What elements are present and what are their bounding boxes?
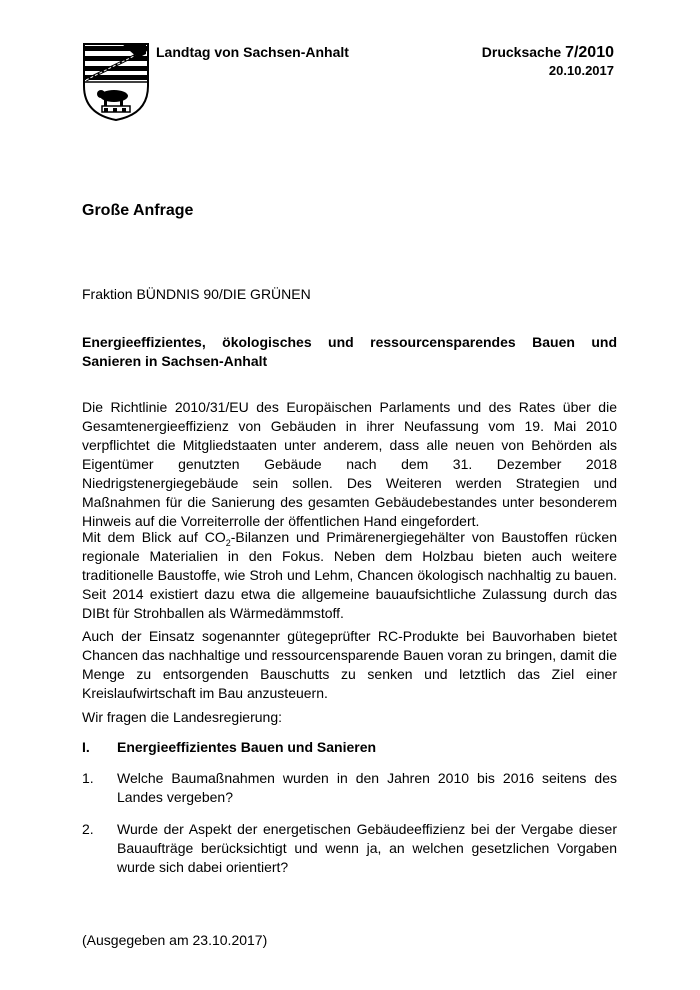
paragraph-materials-rest: -Bilanzen und Primärenergiegehälter von Baustoffen rücken regionale Materialien in den Fokus. Neben dem Holzbau bieten auch weitere traditionelle Baustoffe, wie Stroh und Lehm, Chancen ökologisch nachhaltig zu bauen. Seit 2014 existiert dazu etwa die allgemeine bauaufsichtliche Zulassung durch das DIBt für Strohballen als Wärmedämmstoff. — [82, 529, 617, 621]
faction: Fraktion BÜNDNIS 90/DIE GRÜNEN — [82, 286, 311, 302]
drucksache-label-text: Drucksache — [481, 44, 562, 60]
question-number: 2. — [82, 821, 94, 837]
question-item — [82, 769, 617, 807]
question-text: Welche Baumaßnahmen wurden in den Jahren 2010 bis 2016 seitens des Landes vergeben? — [117, 770, 617, 805]
question-item — [82, 820, 617, 877]
section-heading — [82, 739, 376, 755]
coat-of-arms-logo — [82, 42, 150, 122]
issue-date-footer: (Ausgegeben am 23.10.2017) — [82, 932, 268, 948]
document-title: Energieeffizientes, ökologisches und ressourcensparendes Bauen und Sanieren in Sachsen-Anhalt — [82, 334, 617, 369]
section-number: I. — [82, 739, 90, 755]
drucksache-number: 7/2010 — [565, 44, 614, 61]
document-type: Große Anfrage — [82, 202, 194, 219]
question-number: 1. — [82, 770, 94, 786]
co2-subscript: 2 — [225, 537, 231, 548]
section-title: Energieeffizientes Bauen und Sanieren — [117, 739, 377, 755]
paragraph-directive: Die Richtlinie 2010/31/EU des Europäischen Parlaments und des Rates über die Gesamtenergieeffizienz von Gebäuden in ihrer Neufassung vom 19. Mai 2010 verpflichtet die Mitgliedstaaten unter anderem, dass alle neuen von Behörden als Eigentümer genutzten Gebäude nach dem 31. Dezember 2018 Niedrigstenergiegebäude sein sollen. Des Weiteren werden Strategien und Maßnahmen für die Sanierung des gesamten Gebäudebestandes unter besonderem Hinweis auf die Vorreiterrolle der öffentlichen Hand eingefordert. — [82, 399, 617, 529]
parliament-name: Landtag von Sachsen-Anhalt — [156, 44, 349, 60]
drucksache-label — [482, 44, 614, 62]
paragraph-materials — [82, 528, 617, 623]
question-text: Wurde der Aspekt der energetischen Gebäudeeffizienz bei der Vergabe dieser Bauaufträge berücksichtigt und wenn ja, an welchen gesetzlichen Vorgaben wurde sich dabei orientiert? — [117, 821, 617, 875]
document-date: 20.10.2017 — [548, 63, 614, 78]
question-intro: Wir fragen die Landesregierung: — [82, 709, 283, 725]
paragraph-recycling: Auch der Einsatz sogenannter gütegeprüfter RC-Produkte bei Bauvorhaben bietet Chancen das nachhaltige und ressourcensparende Bauen voran zu bringen, damit die Menge zu entsorgenden Bauschutts zu senken und letztlich das Ziel einer Kreislaufwirtschaft im Bau anzusteuern. — [82, 628, 617, 701]
paragraph-materials-start: Mit dem Blick auf CO — [82, 529, 226, 545]
